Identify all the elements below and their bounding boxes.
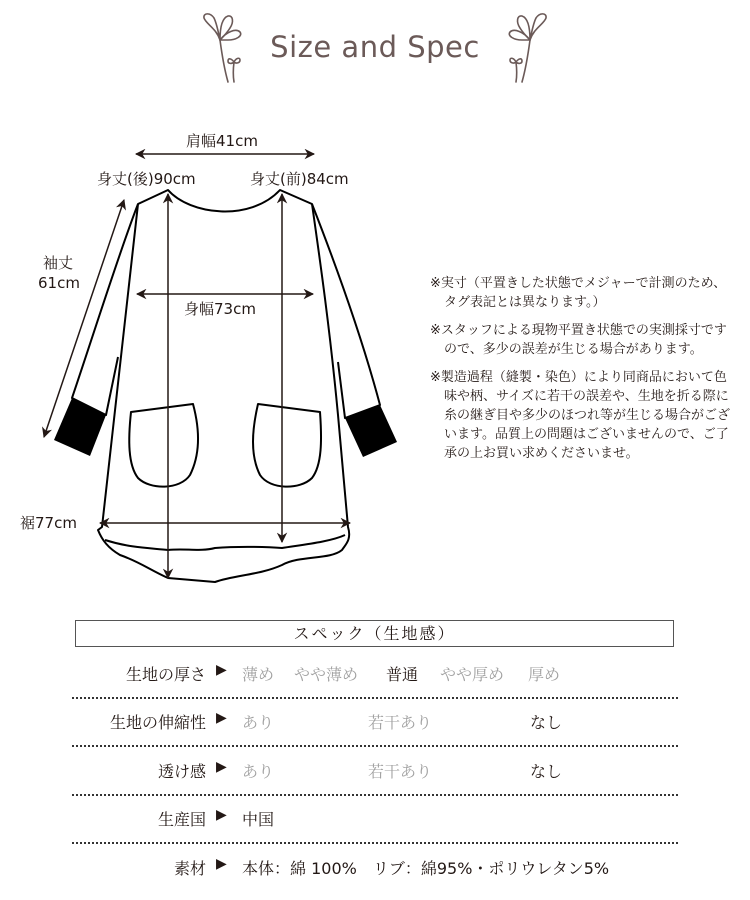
thickness-option-selected: 普通	[386, 665, 419, 684]
spec-heading: スペック（生地感）	[75, 620, 674, 647]
arrow-right-icon: ▶	[216, 807, 227, 823]
sheerness-option-selected: なし	[530, 762, 563, 781]
stretch-option-selected: なし	[530, 713, 563, 732]
thickness-label: 生地の厚さ	[125, 665, 206, 684]
arrow-right-icon: ▶	[216, 710, 227, 726]
spec-row-sheerness	[72, 747, 678, 795]
stretch-option: あり	[242, 713, 275, 732]
spec-row-origin	[72, 795, 678, 843]
thickness-option: 薄め	[242, 665, 275, 684]
stretch-label: 生地の伸縮性	[109, 713, 206, 732]
origin-value: 中国	[242, 810, 275, 829]
page-title: Size and Spec	[270, 30, 480, 64]
thickness-option: やや薄め	[294, 665, 359, 684]
length-front-label: 身丈(前)84cm	[250, 170, 349, 188]
arrow-right-icon: ▶	[216, 856, 227, 872]
size-notes	[430, 274, 730, 472]
note-measurement: ※実寸（平置きした状態でメジャーで計測のため、タグ表記とは異なります。）	[430, 276, 727, 310]
sheerness-label: 透け感	[157, 762, 206, 781]
thickness-option: やや厚め	[440, 665, 505, 684]
sleeve-length-label: 袖丈	[43, 254, 74, 272]
stretch-option: 若干あり	[368, 713, 433, 732]
body-width-label: 身幅73cm	[184, 300, 256, 318]
spec-row-material	[72, 844, 678, 892]
note-manufacturing: ※製造過程（縫製・染色）により同商品において色味や柄、サイズに若干の誤差や、生地を折る際に糸の継ぎ目や多少のほつれ等が生じる場合がございます。品質上の問題はございませんので、ご了承の上お買い求めくださいませ。	[430, 370, 731, 461]
thickness-option: 厚め	[528, 665, 561, 684]
note-error-margin: ※スタッフによる現物平置き状態での実測採寸ですので、多少の誤差が生じる場合があります。	[430, 323, 727, 357]
length-back-label: 身丈(後)90cm	[97, 170, 196, 188]
shoulder-width-label: 肩幅41cm	[186, 132, 258, 150]
origin-label: 生産国	[157, 810, 206, 829]
arrow-right-icon: ▶	[216, 759, 227, 775]
sheerness-option: 若干あり	[368, 762, 433, 781]
material-value: 本体：綿 100% リブ：綿95%・ポリウレタン5%	[242, 859, 610, 878]
arrow-right-icon: ▶	[216, 662, 227, 678]
sleeve-length-value: 61cm	[38, 274, 80, 292]
spec-row-stretch	[72, 698, 678, 746]
spec-row-thickness	[72, 650, 678, 698]
sheerness-option: あり	[242, 762, 275, 781]
material-label: 素材	[173, 859, 206, 878]
hem-width-label: 裾77cm	[20, 514, 77, 532]
